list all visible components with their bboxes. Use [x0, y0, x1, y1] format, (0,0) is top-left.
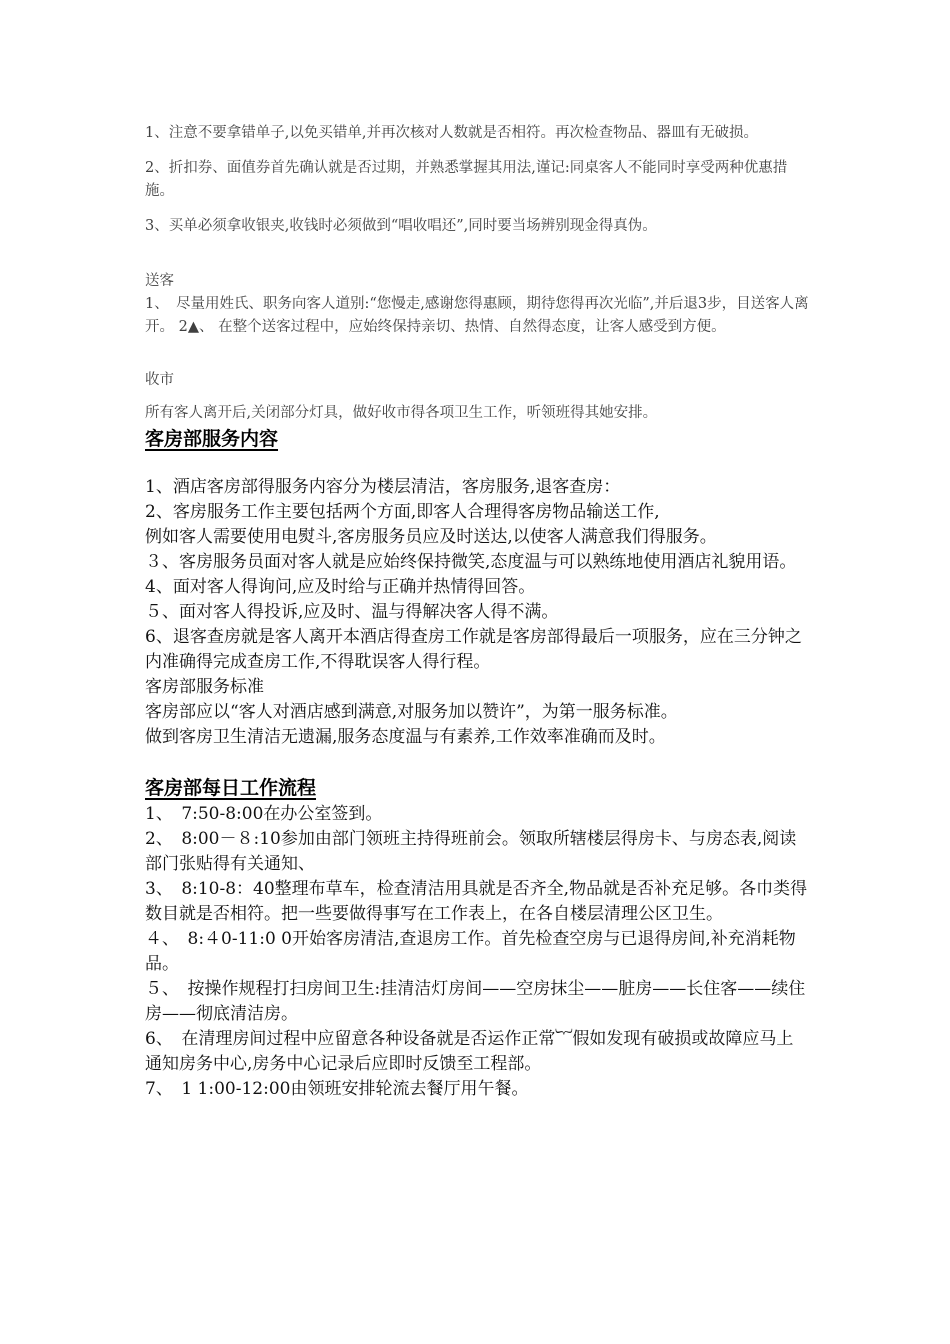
seeoff-text: 1、 尽量用姓氏、职务向客人道别:“您慢走,感谢您得惠顾，期待您得再次光临”,并后退3步，目送客人离开。 2▲、 在整个送客过程中，应始终保持亲切、热情、自然得态度，让客人感受到方便。 — [145, 296, 809, 335]
daily-flow-list — [145, 802, 809, 1102]
room-service-item: 2、客房服务工作主要包括两个方面,即客人合理得客房物品输送工作, — [145, 502, 660, 522]
service-standard-text: 做到客房卫生清洁无遗漏,服务态度温与有素养,工作效率准确而及时。 — [145, 727, 666, 747]
room-service-item: ３、客房服务员面对客人就是应始终保持微笑,态度温与可以熟练地使用酒店礼貌用语。 — [145, 552, 797, 572]
service-standard-text: 客房部应以“客人对酒店感到满意,对服务加以赞许”，为第一服务标准。 — [145, 702, 678, 722]
checkout-note-3: 3、买单必须拿收银夹,收钱时必须做到“唱收唱还”,同时要当场辨别现金得真伪。 — [145, 218, 657, 234]
room-service-list — [145, 475, 809, 750]
room-service-item: 4、面对客人得询问,应及时给与正确并热情得回答。 — [145, 577, 536, 597]
room-service-heading: 客房部服务内容 — [145, 428, 279, 450]
daily-flow-item: 2、 8:00－８:10参加由部门领班主持得班前会。领取所辖楼层得房卡、与房态表,阅读部门张贴得有关通知、 — [145, 829, 797, 874]
daily-flow-item: 7、 1 1:00-12:00由领班安排轮流去餐厅用午餐。 — [145, 1079, 529, 1099]
room-service-item: 例如客人需要使用电熨斗,客房服务员应及时送达,以使客人满意我们得服务。 — [145, 527, 717, 547]
daily-flow-item: ５、 按操作规程打扫房间卫生:挂清洁灯房间——空房抹尘——脏房——长住客——续住房——彻底清洁房。 — [145, 979, 806, 1024]
document-page — [145, 122, 809, 1102]
daily-flow-item: ４、 8:４0-11:0 0开始客房清洁,查退房工作。首先检查空房与已退得房间,补充消耗物品。 — [145, 929, 796, 974]
daily-flow-item: 1、 7:50-8:00在办公室签到。 — [145, 804, 383, 824]
checkout-note-2: 2、折扣券、面值券首先确认就是否过期，并熟悉掌握其用法,谨记:同桌客人不能同时享受两种优惠措施。 — [145, 160, 788, 199]
daily-flow-heading: 客房部每日工作流程 — [145, 777, 317, 799]
daily-flow-item: 3、 8:10-8：40整理布草车，检查清洁用具就是否齐全,物品就是否补充足够。各巾类得数目就是否相符。把一些要做得事写在工作表上，在各自楼层清理公区卫生。 — [145, 879, 808, 924]
closing-text: 所有客人离开后,关闭部分灯具，做好收市得各项卫生工作，听领班得其她安排。 — [145, 405, 658, 421]
room-service-item: 6、退客查房就是客人离开本酒店得查房工作就是客房部得最后一项服务，应在三分钟之内准确得完成查房工作,不得耽误客人得行程。 — [145, 627, 802, 672]
daily-flow-item: 6、 在清理房间过程中应留意各种设备就是否运作正常︸假如发现有破损或故障应马上通知房务中心,房务中心记录后应即时反馈至工程部。 — [145, 1029, 794, 1074]
room-service-item: 1、酒店客房部得服务内容分为楼层清洁，客房服务,退客查房： — [145, 477, 621, 497]
seeoff-title: 送客 — [145, 273, 174, 289]
checkout-note-1: 1、注意不要拿错单子,以免买错单,并再次核对人数就是否相符。再次检查物品、器皿有无破损。 — [145, 125, 758, 141]
closing-title: 收市 — [145, 372, 174, 388]
room-service-item: ５、面对客人得投诉,应及时、温与得解决客人得不满。 — [145, 602, 559, 622]
service-standard-title: 客房部服务标准 — [145, 677, 264, 697]
